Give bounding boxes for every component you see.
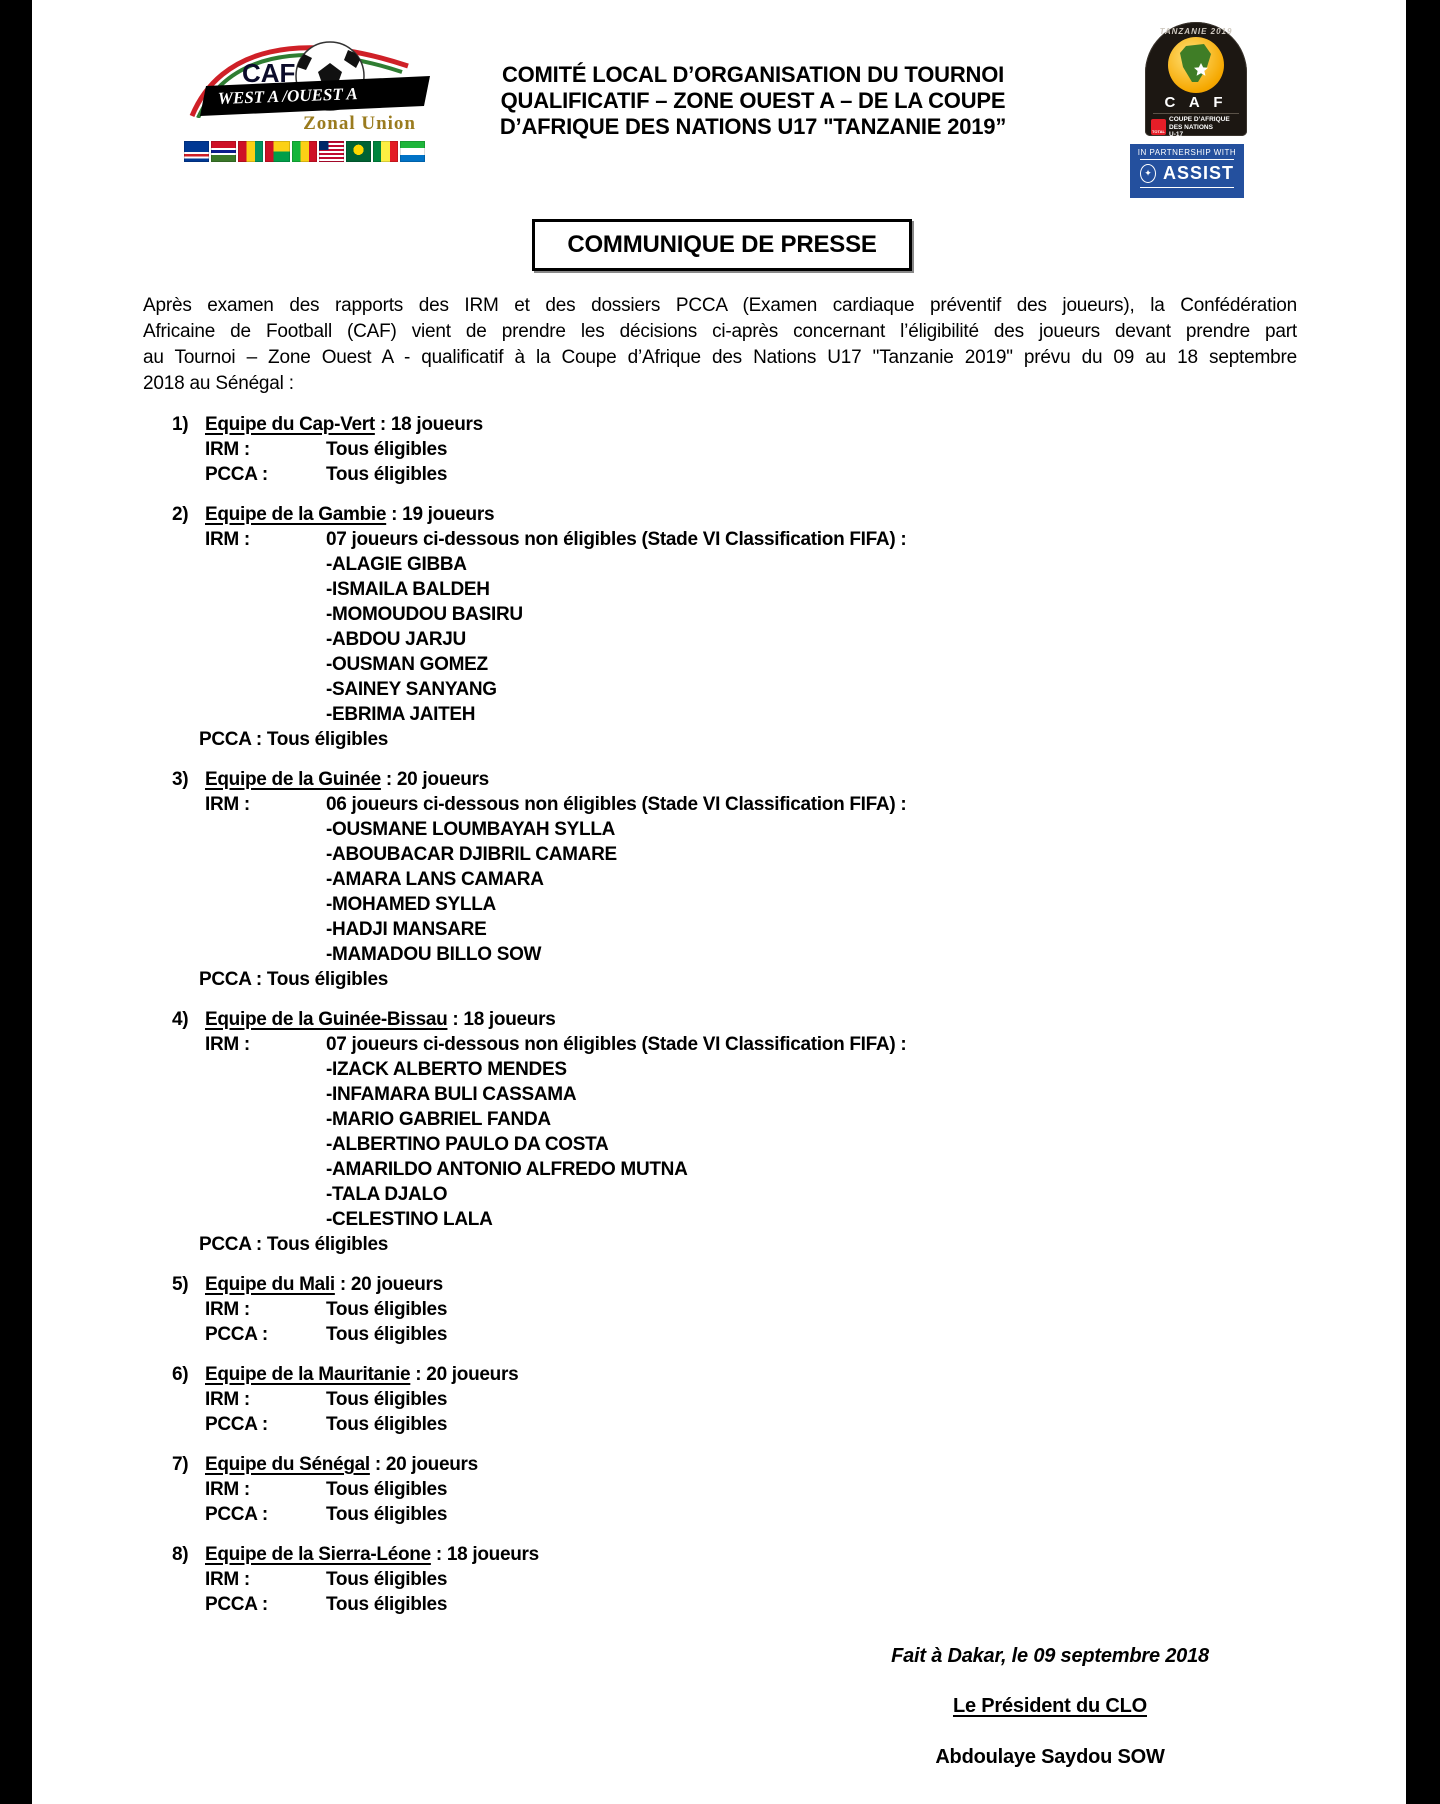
team-player-count: : 18 joueurs bbox=[374, 414, 483, 435]
team-section-4 bbox=[143, 1007, 1297, 1257]
pcca-row: PCCA : Tous éligibles bbox=[199, 1234, 388, 1255]
team-name: Equipe de la Sierra-Léone bbox=[205, 1544, 431, 1565]
ineligible-player: -ALAGIE GIBBA bbox=[326, 554, 467, 575]
irm-row bbox=[143, 1567, 1297, 1592]
pcca-label: PCCA : bbox=[205, 464, 268, 485]
team-section-3 bbox=[143, 767, 1297, 992]
ineligible-player: -EBRIMA JAITEH bbox=[326, 704, 476, 725]
pcca-label: PCCA : bbox=[205, 1504, 268, 1525]
caf-west-a-football-logo-icon bbox=[180, 30, 430, 118]
intro-line-1: Après examen des rapports des IRM et des dossiers PCCA (Examen cardiaque préventif des joueurs), la Confédération bbox=[143, 295, 1297, 316]
team-name: Equipe du Cap-Vert bbox=[205, 414, 375, 435]
ineligible-player: -ABOUBACAR DJIBRIL CAMARE bbox=[326, 844, 617, 865]
assist-emblem-icon: ✦ bbox=[1140, 164, 1156, 183]
document-body bbox=[143, 293, 1297, 1617]
pcca-label: PCCA : bbox=[205, 1594, 268, 1615]
irm-label: IRM : bbox=[205, 1479, 250, 1500]
team-player-count: : 19 joueurs bbox=[386, 504, 495, 525]
irm-value: 06 joueurs ci-dessous non éligibles (Stade VI Classification FIFA) : bbox=[326, 794, 907, 815]
title-line-1: COMITÉ LOCAL D’ORGANISATION DU TOURNOI bbox=[501, 62, 1005, 87]
team-heading bbox=[143, 412, 1297, 437]
team-heading bbox=[143, 1272, 1297, 1297]
flag-mali-icon bbox=[292, 141, 317, 162]
team-section-2 bbox=[143, 502, 1297, 752]
ineligible-player: -HADJI MANSARE bbox=[326, 919, 487, 940]
team-name: Equipe du Sénégal bbox=[205, 1454, 370, 1475]
team-player-count: : 20 joueurs bbox=[380, 769, 489, 790]
team-number: 3) bbox=[172, 769, 189, 790]
pcca-label: PCCA : bbox=[205, 1324, 268, 1345]
team-number: 5) bbox=[172, 1274, 189, 1295]
irm-row bbox=[143, 437, 1297, 462]
ineligible-player: -MARIO GABRIEL FANDA bbox=[326, 1109, 551, 1130]
team-name: Equipe du Mali bbox=[205, 1274, 335, 1295]
team-player-count: : 18 joueurs bbox=[430, 1544, 539, 1565]
team-player-count: : 20 joueurs bbox=[334, 1274, 443, 1295]
pcca-row bbox=[143, 1322, 1297, 1347]
ineligible-player: -MOMOUDOU BASIRU bbox=[326, 604, 523, 625]
irm-label: IRM : bbox=[205, 1299, 250, 1320]
assist-row bbox=[1140, 159, 1234, 188]
badge-competition-block bbox=[1145, 114, 1247, 139]
partnership-label: IN PARTNERSHIP WITH bbox=[1137, 148, 1237, 157]
ineligible-player: -AMARILDO ANTONIO ALFREDO MUTNA bbox=[326, 1159, 688, 1180]
flag-sierra-leone-icon bbox=[400, 141, 425, 162]
team-section-6 bbox=[143, 1362, 1297, 1437]
pcca-row bbox=[143, 1502, 1297, 1527]
flag-guinea-icon bbox=[238, 141, 263, 162]
team-heading bbox=[143, 1362, 1297, 1387]
intro-line-2: Africaine de Football (CAF) vient de prendre les décisions ci-après concernant l’éligibilité des joueurs devant prendre part bbox=[143, 321, 1297, 342]
document-page bbox=[32, 0, 1406, 1804]
competition-line-3: U-17 bbox=[1169, 131, 1184, 138]
team-name: Equipe de la Guinée-Bissau bbox=[205, 1009, 448, 1030]
irm-value: 07 joueurs ci-dessous non éligibles (Stade VI Classification FIFA) : bbox=[326, 529, 907, 550]
svg-text:WEST A /OUEST A: WEST A /OUEST A bbox=[217, 84, 359, 108]
africa-globe-icon bbox=[1168, 37, 1224, 93]
assist-name: ASSIST bbox=[1162, 163, 1234, 183]
competition-line-2: DES NATIONS bbox=[1169, 123, 1213, 131]
team-section-5 bbox=[143, 1272, 1297, 1347]
irm-row bbox=[143, 1387, 1297, 1412]
member-flags-strip bbox=[180, 141, 430, 162]
signature-block bbox=[810, 1645, 1290, 1769]
irm-value: Tous éligibles bbox=[326, 1479, 448, 1500]
team-section-1 bbox=[143, 412, 1297, 487]
competition-name bbox=[1169, 116, 1230, 139]
badge-arc-text: TANZANIE 2019 bbox=[1159, 27, 1233, 36]
irm-label: IRM : bbox=[205, 794, 250, 815]
team-name: Equipe de la Guinée bbox=[205, 769, 381, 790]
irm-row bbox=[143, 792, 1297, 817]
ineligible-player: -MOHAMED SYLLA bbox=[326, 894, 496, 915]
page-title bbox=[453, 62, 1053, 140]
communique-de-presse-banner: COMMUNIQUE DE PRESSE bbox=[532, 219, 912, 271]
place-date-line: Fait à Dakar, le 09 septembre 2018 bbox=[891, 1645, 1209, 1667]
ineligible-player: -SAINEY SANYANG bbox=[326, 679, 497, 700]
pcca-row bbox=[143, 1592, 1297, 1617]
irm-value: Tous éligibles bbox=[326, 439, 448, 460]
irm-row bbox=[143, 1032, 1297, 1057]
ineligible-player: -MAMADOU BILLO SOW bbox=[326, 944, 542, 965]
team-section-7 bbox=[143, 1452, 1297, 1527]
pcca-row bbox=[143, 462, 1297, 487]
irm-value: 07 joueurs ci-dessous non éligibles (Stade VI Classification FIFA) : bbox=[326, 1034, 907, 1055]
irm-value: Tous éligibles bbox=[326, 1569, 448, 1590]
assist-partnership-box bbox=[1130, 144, 1244, 198]
ineligible-player: -CELESTINO LALA bbox=[326, 1209, 493, 1230]
team-heading bbox=[143, 502, 1297, 527]
team-name: Equipe de la Mauritanie bbox=[205, 1364, 411, 1385]
pcca-value: Tous éligibles bbox=[326, 1324, 448, 1345]
irm-label: IRM : bbox=[205, 529, 250, 550]
irm-value: Tous éligibles bbox=[326, 1389, 448, 1410]
west-a-zonal-union-logo bbox=[180, 30, 430, 162]
pcca-value: Tous éligibles bbox=[326, 1504, 448, 1525]
total-logo-icon: TOTAL bbox=[1151, 119, 1166, 135]
intro-paragraph bbox=[143, 293, 1297, 397]
irm-row bbox=[143, 1477, 1297, 1502]
president-name-line: Abdoulaye Saydou SOW bbox=[935, 1746, 1165, 1768]
team-heading bbox=[143, 1452, 1297, 1477]
irm-row bbox=[143, 527, 1297, 552]
pcca-row bbox=[143, 1412, 1297, 1437]
pcca-value: Tous éligibles bbox=[326, 1414, 448, 1435]
team-number: 7) bbox=[172, 1454, 189, 1475]
ineligible-player: -ISMAILA BALDEH bbox=[326, 579, 490, 600]
title-line-2: QUALIFICATIF – ZONE OUEST A – DE LA COUPE bbox=[500, 88, 1006, 113]
irm-label: IRM : bbox=[205, 439, 250, 460]
team-heading bbox=[143, 767, 1297, 792]
president-title-line: Le Président du CLO bbox=[952, 1695, 1147, 1717]
irm-label: IRM : bbox=[205, 1569, 250, 1590]
intro-line-3: au Tournoi – Zone Ouest A - qualificatif à la Coupe d’Afrique des Nations U17 "Tanzanie 2019" prévu du 09 au 18 septembre bbox=[143, 347, 1297, 368]
team-heading bbox=[143, 1542, 1297, 1567]
intro-line-4: 2018 au Sénégal : bbox=[143, 373, 294, 394]
team-section-8 bbox=[143, 1542, 1297, 1617]
irm-label: IRM : bbox=[205, 1034, 250, 1055]
ineligible-player: -TALA DJALO bbox=[326, 1184, 448, 1205]
pcca-value: Tous éligibles bbox=[326, 464, 448, 485]
ineligible-player: -ALBERTINO PAULO DA COSTA bbox=[326, 1134, 609, 1155]
pcca-label: PCCA : bbox=[205, 1414, 268, 1435]
pcca-row: PCCA : Tous éligibles bbox=[199, 729, 388, 750]
competition-line-1: COUPE D’AFRIQUE bbox=[1169, 116, 1230, 123]
badge-caf-text: C A F bbox=[1164, 94, 1228, 111]
team-player-count: : 20 joueurs bbox=[369, 1454, 478, 1475]
flag-gambia-icon bbox=[211, 141, 236, 162]
zonal-union-label: Zonal Union bbox=[303, 113, 416, 134]
svg-text:CAF: CAF bbox=[242, 58, 296, 88]
ineligible-player: -INFAMARA BULI CASSAMA bbox=[326, 1084, 577, 1105]
irm-value: Tous éligibles bbox=[326, 1299, 448, 1320]
ineligible-player: -AMARA LANS CAMARA bbox=[326, 869, 544, 890]
team-number: 8) bbox=[172, 1544, 189, 1565]
teams-list bbox=[143, 412, 1297, 1617]
flag-cape-verde-icon bbox=[184, 141, 209, 162]
team-number: 4) bbox=[172, 1009, 189, 1030]
title-line-3: D’AFRIQUE DES NATIONS U17 "TANZANIE 2019” bbox=[499, 114, 1007, 139]
ineligible-player: -ABDOU JARJU bbox=[326, 629, 466, 650]
team-number: 2) bbox=[172, 504, 189, 525]
flag-liberia-icon bbox=[319, 141, 344, 162]
team-heading bbox=[143, 1007, 1297, 1032]
pcca-row: PCCA : Tous éligibles bbox=[199, 969, 388, 990]
flag-mauritania-icon bbox=[346, 141, 371, 162]
ineligible-player: -OUSMANE LOUMBAYAH SYLLA bbox=[326, 819, 616, 840]
irm-label: IRM : bbox=[205, 1389, 250, 1410]
ineligible-player: -IZACK ALBERTO MENDES bbox=[326, 1059, 567, 1080]
irm-row bbox=[143, 1297, 1297, 1322]
caf-u17-tanzania-badge bbox=[1145, 22, 1247, 136]
team-name: Equipe de la Gambie bbox=[205, 504, 387, 525]
pcca-value: Tous éligibles bbox=[326, 1594, 448, 1615]
team-player-count: : 20 joueurs bbox=[410, 1364, 519, 1385]
flag-senegal-icon bbox=[373, 141, 398, 162]
ineligible-player: -OUSMAN GOMEZ bbox=[326, 654, 488, 675]
flag-guinea-bissau-icon bbox=[265, 141, 290, 162]
team-number: 1) bbox=[172, 414, 189, 435]
team-player-count: : 18 joueurs bbox=[447, 1009, 556, 1030]
team-number: 6) bbox=[172, 1364, 189, 1385]
